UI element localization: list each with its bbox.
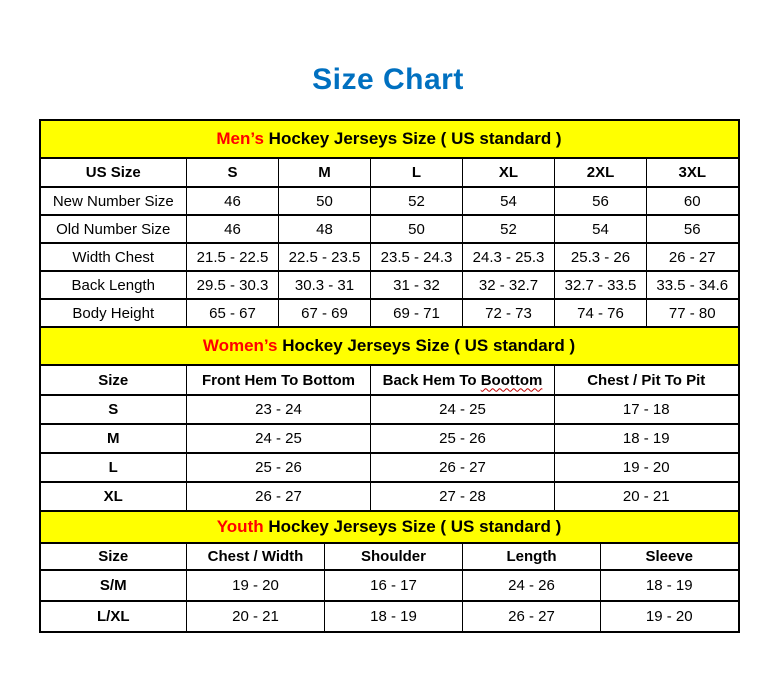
mens-column-header: XL (463, 158, 555, 187)
size-value-cell: 54 (463, 187, 555, 215)
mens-column-header: M (279, 158, 371, 187)
size-value-cell: 50 (371, 215, 463, 243)
size-value-cell: 19 - 20 (187, 570, 325, 601)
youth-title-highlight: Youth (216, 517, 264, 536)
womens-table-row (40, 424, 739, 453)
size-chart-container (39, 119, 738, 633)
mens-section-band (40, 120, 739, 158)
size-value-cell: 72 - 73 (463, 299, 555, 327)
size-value-cell: 48 (279, 215, 371, 243)
size-value-cell: 25 - 26 (371, 424, 555, 453)
size-value-cell: 32 - 32.7 (463, 271, 555, 299)
size-value-cell: 25 - 26 (187, 453, 371, 482)
size-value-cell: 24.3 - 25.3 (463, 243, 555, 271)
womens-title-rest: Hockey Jerseys Size ( US standard ) (282, 336, 576, 355)
size-value-cell: 19 - 20 (555, 453, 739, 482)
mens-column-header: S (187, 158, 279, 187)
size-value-cell: 26 - 27 (187, 482, 371, 511)
size-value-cell: 77 - 80 (647, 299, 739, 327)
youth-table-row (40, 570, 739, 601)
womens-column-header (371, 365, 555, 395)
size-value-cell: 26 - 27 (463, 601, 601, 632)
youth-column-header: Chest / Width (187, 543, 325, 570)
size-value-cell: 46 (187, 187, 279, 215)
size-value-cell: 24 - 25 (371, 395, 555, 424)
mens-table-row (40, 271, 739, 299)
size-value-cell: 65 - 67 (187, 299, 279, 327)
size-value-cell: 31 - 32 (371, 271, 463, 299)
mens-column-header: US Size (40, 158, 187, 187)
page-title: Size Chart (312, 63, 464, 96)
size-value-cell: 74 - 76 (555, 299, 647, 327)
size-value-cell: 50 (279, 187, 371, 215)
size-value-cell: 21.5 - 22.5 (187, 243, 279, 271)
womens-column-header: Size (40, 365, 187, 395)
mens-column-header: 2XL (555, 158, 647, 187)
youth-title-rest: Hockey Jerseys Size ( US standard ) (268, 517, 562, 536)
womens-table-row (40, 395, 739, 424)
size-value-cell: 52 (371, 187, 463, 215)
size-value-cell: 18 - 19 (555, 424, 739, 453)
row-label: S (40, 395, 187, 424)
mens-column-header: 3XL (647, 158, 739, 187)
row-label: Width Chest (40, 243, 187, 271)
size-value-cell: 25.3 - 26 (555, 243, 647, 271)
mens-table-row (40, 243, 739, 271)
row-label: Back Length (40, 271, 187, 299)
size-value-cell: 54 (555, 215, 647, 243)
youth-column-header: Shoulder (325, 543, 463, 570)
youth-header-row (40, 543, 739, 570)
size-value-cell: 24 - 26 (463, 570, 601, 601)
size-value-cell: 23 - 24 (187, 395, 371, 424)
size-value-cell: 22.5 - 23.5 (279, 243, 371, 271)
size-value-cell: 23.5 - 24.3 (371, 243, 463, 271)
youth-section-title (40, 511, 739, 543)
womens-column-header: Front Hem To Bottom (187, 365, 371, 395)
youth-column-header: Size (40, 543, 187, 570)
mens-section-title (40, 120, 739, 158)
size-value-cell: 52 (463, 215, 555, 243)
mens-table-row (40, 299, 739, 327)
size-value-cell: 18 - 19 (325, 601, 463, 632)
mens-title-highlight: Men’s (216, 129, 264, 148)
youth-column-header: Length (463, 543, 601, 570)
row-label: S/M (40, 570, 187, 601)
womens-table-row (40, 453, 739, 482)
back-hem-label: Back Hem To (382, 371, 477, 389)
row-label: Body Height (40, 299, 187, 327)
size-value-cell: 69 - 71 (371, 299, 463, 327)
womens-title-highlight: Women’s (202, 336, 278, 355)
size-value-cell: 60 (647, 187, 739, 215)
row-label: L/XL (40, 601, 187, 632)
size-value-cell: 56 (647, 215, 739, 243)
size-value-cell: 27 - 28 (371, 482, 555, 511)
size-value-cell: 32.7 - 33.5 (555, 271, 647, 299)
mens-header-row (40, 158, 739, 187)
womens-section-title (40, 327, 739, 365)
row-label: Old Number Size (40, 215, 187, 243)
size-value-cell: 67 - 69 (279, 299, 371, 327)
size-value-cell: 30.3 - 31 (279, 271, 371, 299)
row-label: New Number Size (40, 187, 187, 215)
row-label: XL (40, 482, 187, 511)
row-label: L (40, 453, 187, 482)
mens-column-header: L (371, 158, 463, 187)
size-value-cell: 17 - 18 (555, 395, 739, 424)
womens-header-row (40, 365, 739, 395)
back-hem-typo-word: Boottom (480, 371, 543, 389)
size-value-cell: 26 - 27 (371, 453, 555, 482)
size-value-cell: 33.5 - 34.6 (647, 271, 739, 299)
womens-section-band (40, 327, 739, 365)
womens-table-row (40, 482, 739, 511)
size-value-cell: 46 (187, 215, 279, 243)
youth-section-band (40, 511, 739, 543)
size-value-cell: 20 - 21 (555, 482, 739, 511)
womens-column-header: Chest / Pit To Pit (555, 365, 739, 395)
mens-table-row (40, 187, 739, 215)
mens-title-rest: Hockey Jerseys Size ( US standard ) (268, 129, 562, 148)
size-value-cell: 56 (555, 187, 647, 215)
size-value-cell: 24 - 25 (187, 424, 371, 453)
size-value-cell: 18 - 19 (601, 570, 739, 601)
youth-table-row (40, 601, 739, 632)
size-value-cell: 16 - 17 (325, 570, 463, 601)
size-value-cell: 20 - 21 (187, 601, 325, 632)
size-chart-table (39, 119, 740, 633)
size-value-cell: 29.5 - 30.3 (187, 271, 279, 299)
youth-column-header: Sleeve (601, 543, 739, 570)
size-value-cell: 26 - 27 (647, 243, 739, 271)
row-label: M (40, 424, 187, 453)
size-value-cell: 19 - 20 (601, 601, 739, 632)
mens-table-row (40, 215, 739, 243)
